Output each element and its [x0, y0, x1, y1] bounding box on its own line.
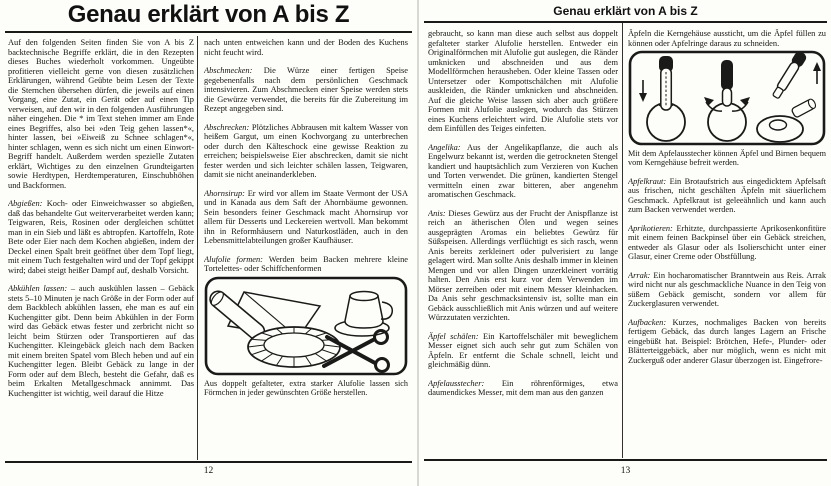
entry-text: Er wird vor allem im Staate Vermont der USA und in Kanada aus dem Saft der Ahornbäume gewonnen. Sein besonders feiner Geschmack macht Ahornsirup vor allem für Desserts und Leckereien wertvoll. Man bekommt ihn in Reformhäusern und Naturkostläden, auch in den Lebensmittelabteilungen großer Kaufhäuser. — [204, 188, 408, 245]
continuation-paragraph — [628, 29, 826, 48]
entry-apfelausstecher — [428, 379, 618, 398]
page12-column-2 — [204, 38, 408, 460]
continuation-paragraph — [204, 38, 408, 57]
entry-angelika — [428, 143, 618, 200]
entry-aepfel-schaelen — [428, 332, 618, 370]
page-number: 13 — [620, 466, 631, 476]
entry-term: Ahornsirup: — [204, 188, 245, 198]
entry-text: Aus der Angelikapflanze, die auch als Engelwurz bekannt ist, werden die getrockneten Stengel kandiert und hauptsächlich zum Verzieren von Kuchen und Torten verwendet. Die grünen, kandierten Stengel vermitteln einen zwar bitteren, aber angenehm aromatischen Geschmack. — [428, 142, 618, 199]
entry-text: Ein Brotaufstrich aus eingedicktem Apfelsaft aus frischen, nicht geschälten Äpfeln mit säuerlichem Geschmack. Apfelkraut ist geleeähnlich und kann auch zum Backen verwendet werden. — [628, 176, 826, 215]
page13-column-2 — [628, 29, 826, 458]
entry-apfelkraut — [628, 177, 826, 215]
entry-abschrecken — [204, 123, 408, 180]
alufolie-illustration — [204, 276, 408, 376]
entry-term: Abgießen: — [8, 199, 43, 208]
entry-term: Aufbacken: — [628, 317, 667, 327]
entry-text: – auch auskühlen lassen – Gebäck stets 5–10 Minuten je nach Größe in der Form oder auf dem Backblech abkühlen lassen, ehe man es auf ein Kuchengitter gibt. Denn beim Abkühlen in der Form wird das Gebäck etwas fester und zerbricht nicht so leicht beim Stürzen oder Transportieren auf das Kuchengitter. Kleingebäck gleich nach dem Backen mit einem breiten Spatel vom Blech heben und auf ein Kuchengitter legen. Bleibt Gebäck zu lange in der Form oder auf dem Blech, besteht die Gefahr, daß es beim Erkalten Metallgeschmack annimmt. Das Kuchengitter ist wichtig, weil darauf die Hitze — [8, 284, 194, 398]
running-header: Genau erklärt von A bis Z — [553, 4, 698, 18]
entry-term: Arrak: — [628, 270, 651, 280]
entry-text: Werden beim Backen mehrere kleine Tortelettes- oder Schiffchenformen — [204, 254, 408, 273]
page-title: Genau erklärt von A bis Z — [67, 1, 350, 28]
figure-caption: Mit dem Apfelausstecher können Äpfel und Birnen bequem vom Kerngehäuse befreit werden. — [628, 149, 826, 168]
entry-anis — [428, 209, 618, 323]
entry-text: Erhitzte, durchpassierte Aprikosenkonfitüre mit einem feinen Backpinsel über ein Gebäck streichen, entweder als Glasur oder als Isolierschicht unter einer Glasur, einer Creme oder Obstfüllung. — [628, 223, 826, 262]
footer-divider — [424, 459, 827, 461]
continuation-text: nach unten entweichen kann und der Boden des Kuchens nicht feucht wird. — [204, 38, 408, 57]
entry-term: Anis: — [428, 208, 446, 218]
tart-form-icon — [248, 327, 340, 367]
continuation-text: Äpfeln die Kerngehäuse aussticht, um die Äpfel füllen zu können oder Apfelringe daraus zu schneiden. — [628, 29, 826, 48]
page12-column-1 — [8, 38, 194, 460]
entry-arrak — [628, 271, 826, 309]
continuation-paragraph — [428, 29, 618, 134]
entry-term: Apfelkraut: — [628, 176, 667, 186]
page-number: 12 — [203, 466, 214, 476]
entry-text: Koch- oder Einweichwasser so abgießen, daß das behandelte Gut weiterverarbeitet werden kann; Teigwaren, Reis, Rosinen oder dergleichen schüttet man in ein Sieb und läßt es abtropfen. Kartoffeln, Rote Bete oder Eier nach dem Kochen abgießen, indem der Deckel einen Spalt breit geöffnet über dem Topf liegt, mit einem Tuch festgehalten wird und der Topf gekippt wird; dabei steigt heißer Dampf auf, deshalb Vorsicht. — [8, 199, 194, 275]
pudding-mold-icon — [335, 291, 392, 336]
entry-text: Plötzliches Abbrausen mit kaltem Wasser von heißem Gargut, um einen Kochvorgang zu unterbrechen oder durch den Kälteschock eine gewisse Reaktion zu erreichen; beispielsweise Eier abschrecken, damit sie nicht fester werden und sich leichter schälen lassen, Teigwaren, damit sie nicht aneinanderkleben. — [204, 122, 408, 179]
entry-text: Ein röhrenförmiges, etwa daumendickes Messer, mit dem man aus den ganzen — [428, 378, 618, 397]
entry-term: Apfelausstecher: — [428, 378, 485, 388]
intro-text: Auf den folgenden Seiten finden Sie von A bis Z backtechnische Begriffe erklärt, die in den Rezepten dieses Buches wiederholt vorkommen. Ungeübte profitieren vielleicht gerne von diesen zusätzlichen Erklärungen, während Geübte beim Lesen der Texte die Sternchen übersehen dürfen, die jeweils auf einen Vorgang, eine Zutat, ein Gerät oder auf einen Tip verweisen, auf den wir in den folgenden Ausführungen näher eingehen. Die * im Text stehen immer am Ende eines Begriffes, also bei »den Teig gehen lassen*«, hinter lassen, bei »Eiweiß zu Schnee schlagen*«, hinter schlagen, wenn es sich nicht um einen Einwort-Begriff handelt. Außerdem werden spezielle Zutaten erklärt, Wichtiges zu den einzelnen Grundteigarten sowie Herdtypen, Herdtemperaturen, Einschubhöhen und Backformen. — [8, 38, 194, 190]
entry-term: Aprikotieren: — [628, 223, 673, 233]
figure-caption: Aus doppelt gefalteter, extra starker Alufolie lassen sich Förmchen in jeder gewünschten Größe herstellen. — [204, 378, 408, 397]
entry-term: Angelika: — [428, 142, 461, 152]
intro-paragraph — [8, 38, 194, 190]
entry-text: Dieses Gewürz aus der Frucht der Anispflanze ist reich an ätherischen Ölen und wegen seines ausgeprägten Aromas ein beliebtes Gewürz für Süßspeisen. Allerdings verflüchtigt es sich rasch, wenn Anis bereits zerkleinert oder pulverisiert zu lange gelagert wird. Man sollte Anis deshalb immer in kleinen Mengen und vor allen Dingen unzerkleinert vorrätig halten. Den Anis erst kurz vor dem Verwenden im Mörser zerreiben oder mit einem Messer kleinhacken. Da Anis sehr geschmacksintensiv ist, sollte man ein Gebäck ausschließlich mit Anis würzen und auf weitere Würzzutaten verzichten. — [428, 208, 618, 322]
entry-aufbacken — [628, 318, 826, 366]
entry-term: Äpfel schälen: — [428, 331, 479, 341]
column-divider — [622, 23, 623, 458]
apfelausstecher-illustration — [628, 50, 826, 146]
entry-term: Abschrecken: — [204, 122, 250, 132]
entry-text: Ein hocharomatischer Branntwein aus Reis. Arrak wird nicht nur als geschmackliche Nuance in den Teig von süßem Gebäck gemischt, sondern vor allem für Zuckerglasuren verwendet. — [628, 270, 826, 309]
column-divider — [197, 36, 198, 460]
entry-text: Die Würze einer fertigen Speise gegebenenfalls nach dem persönlichen Geschmack intensivieren. Zum Abschmecken einer Speise werden stets die Gewürze verwendet, die bereits für die Zubereitung im Rezept angegeben sind. — [204, 66, 408, 113]
corer-twist-step — [704, 60, 750, 141]
entry-abschmecken — [204, 66, 408, 114]
title-divider — [5, 31, 412, 33]
entry-term: Abkühlen lassen: — [8, 284, 68, 293]
corer-push-step — [639, 56, 685, 141]
entry-term: Alufolie formen: — [204, 254, 263, 264]
entry-abgiessen — [8, 199, 194, 275]
page13-column-1 — [428, 29, 618, 458]
page-gutter — [417, 0, 419, 486]
continuation-text: gebraucht, so kann man diese auch selbst aus doppelt gefalteter starker Alufolie herstellen. Entweder ein Originalförmchen mit Alufolie gut auslegen, die Ränder umknicken und abschneiden und aus dem Modellförmchen herausheben. Oder kleine Tassen oder Untersetzer oder Kompottschälchen mit Alufolie auskleiden, die Ränder umknicken und abschneiden. Auf die gleiche Weise lassen sich aber auch größere Formen mit Alufolie auslegen, wodurch das Stürzen eines Kuchens erleichtert wird. Die Alufolie stets vor dem Einfüllen des Teiges einfetten. — [428, 29, 618, 133]
entry-aprikotieren — [628, 224, 826, 262]
entry-alufolie-formen — [204, 255, 408, 274]
entry-abkuehlen-lassen — [8, 284, 194, 398]
entry-term: Abschmecken: — [204, 66, 253, 75]
header-divider — [424, 21, 827, 23]
footer-divider — [5, 461, 412, 463]
entry-text: Ein Kartoffelschäler mit beweglichem Messer eignet sich auch sehr gut zum Schälen von Äpfeln. Er entfernt die Schale schnell, leicht und gleichmäßig dünn. — [428, 331, 618, 369]
corer-pull-step — [757, 50, 821, 142]
entry-ahornsirup — [204, 189, 408, 246]
entry-text: Kurzes, nochmaliges Backen von bereits fertigem Gebäck, das durch langes Lagern an Frische eingebüßt hat. Beispiel: Brötchen, Hefe-, Plunder- oder Blätterteiggebäck, aber nur möglich, wenn es nicht mit Zuckerguß oder anderer Glasur überzogen ist. Eingefrore- — [628, 317, 826, 365]
